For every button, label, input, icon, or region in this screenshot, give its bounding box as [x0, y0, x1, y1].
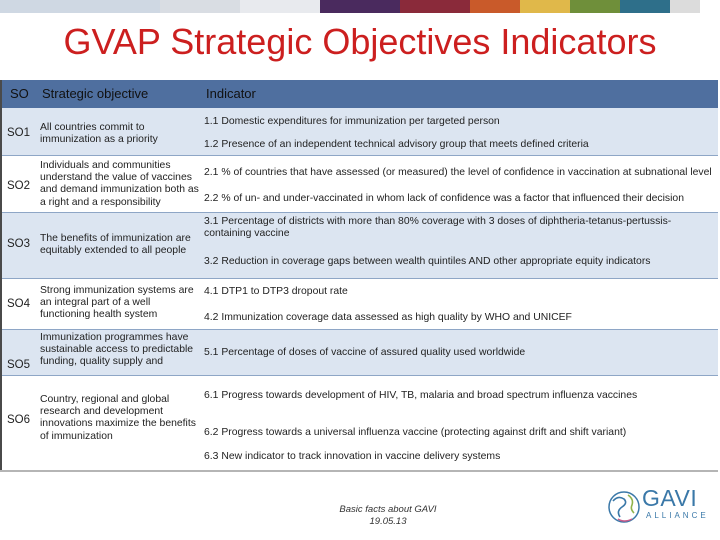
so-code: SO3 [7, 238, 31, 250]
objective-text: The benefits of immunization are equitably extended to all people [40, 233, 191, 257]
table-row [2, 376, 718, 470]
indicator-text: 3.1 Percentage of districts with more than 80% coverage with 3 doses of diphtheria-tetanus-pertussis-containing vaccine [204, 216, 672, 240]
indicator-text: 6.1 Progress towards development of HIV, TB, malaria and broad spectrum influenza vaccines [204, 390, 638, 401]
indicator-text: 1.2 Presence of an independent technical advisory group that meets defined criteria [204, 139, 589, 150]
header-indicator: Indicator [206, 86, 256, 101]
footer [290, 504, 486, 528]
objective-text: Country, regional and global research and development innovations maximize the benefits of immunization [40, 394, 196, 442]
slide-title: GVAP Strategic Objectives Indicators [63, 21, 657, 62]
indicator-text: 6.3 New indicator to track innovation in vaccine delivery systems [204, 451, 501, 462]
header-objective: Strategic objective [42, 86, 149, 101]
indicator-text: 1.1 Domestic expenditures for immunization per targeted person [204, 116, 500, 127]
so-code: SO2 [7, 180, 31, 192]
so-code: SO4 [7, 298, 31, 310]
footer-date: 19.05.13 [369, 516, 407, 527]
so-code: SO5 [7, 359, 31, 371]
indicator-text: 4.1 DTP1 to DTP3 dropout rate [204, 286, 348, 297]
indicator-text: 2.2 % of un- and under-vaccinated in whom lack of confidence was a factor that influenced their decision [204, 193, 684, 204]
top-color-bar [0, 0, 720, 13]
globe-icon [604, 485, 644, 529]
indicators-table [0, 80, 718, 470]
table-row [2, 330, 718, 375]
objective-text: Individuals and communities understand the value of vaccines and demand immunization both as a right and a responsibility [40, 160, 199, 208]
table-row [2, 279, 718, 329]
objective-text: Immunization programmes have sustainable access to predictable funding, quality supply and [40, 332, 194, 368]
table-row [2, 108, 718, 155]
objective-text: All countries commit to immunization as a priority [40, 122, 158, 146]
logo-name: GAVI [642, 485, 698, 511]
indicator-text: 3.2 Reduction in coverage gaps between wealth quintiles AND other appropriate equity indicators [204, 256, 651, 267]
so-code: SO1 [7, 127, 31, 139]
indicator-text: 4.2 Immunization coverage data assessed as high quality by WHO and UNICEF [204, 312, 572, 323]
indicator-text: 2.1 % of countries that have assessed (or measured) the level of confidence in vaccination at subnational level [204, 167, 712, 178]
table-row [2, 156, 718, 212]
table-row [2, 213, 718, 278]
header-so: SO [10, 86, 29, 101]
indicator-text: 5.1 Percentage of doses of vaccine of assured quality used worldwide [204, 347, 526, 358]
objective-text: Strong immunization systems are an integral part of a well functioning health system [40, 285, 194, 321]
indicator-text: 6.2 Progress towards a universal influenza vaccine (protecting against drift and shift variant) [204, 427, 627, 438]
table-bottom-border [0, 470, 718, 472]
so-code: SO6 [7, 414, 31, 426]
table-header-row [2, 80, 718, 108]
gavi-logo [604, 485, 714, 529]
footer-line-1: Basic facts about GAVI [339, 504, 437, 515]
logo-sub: ALLIANCE [646, 511, 709, 520]
